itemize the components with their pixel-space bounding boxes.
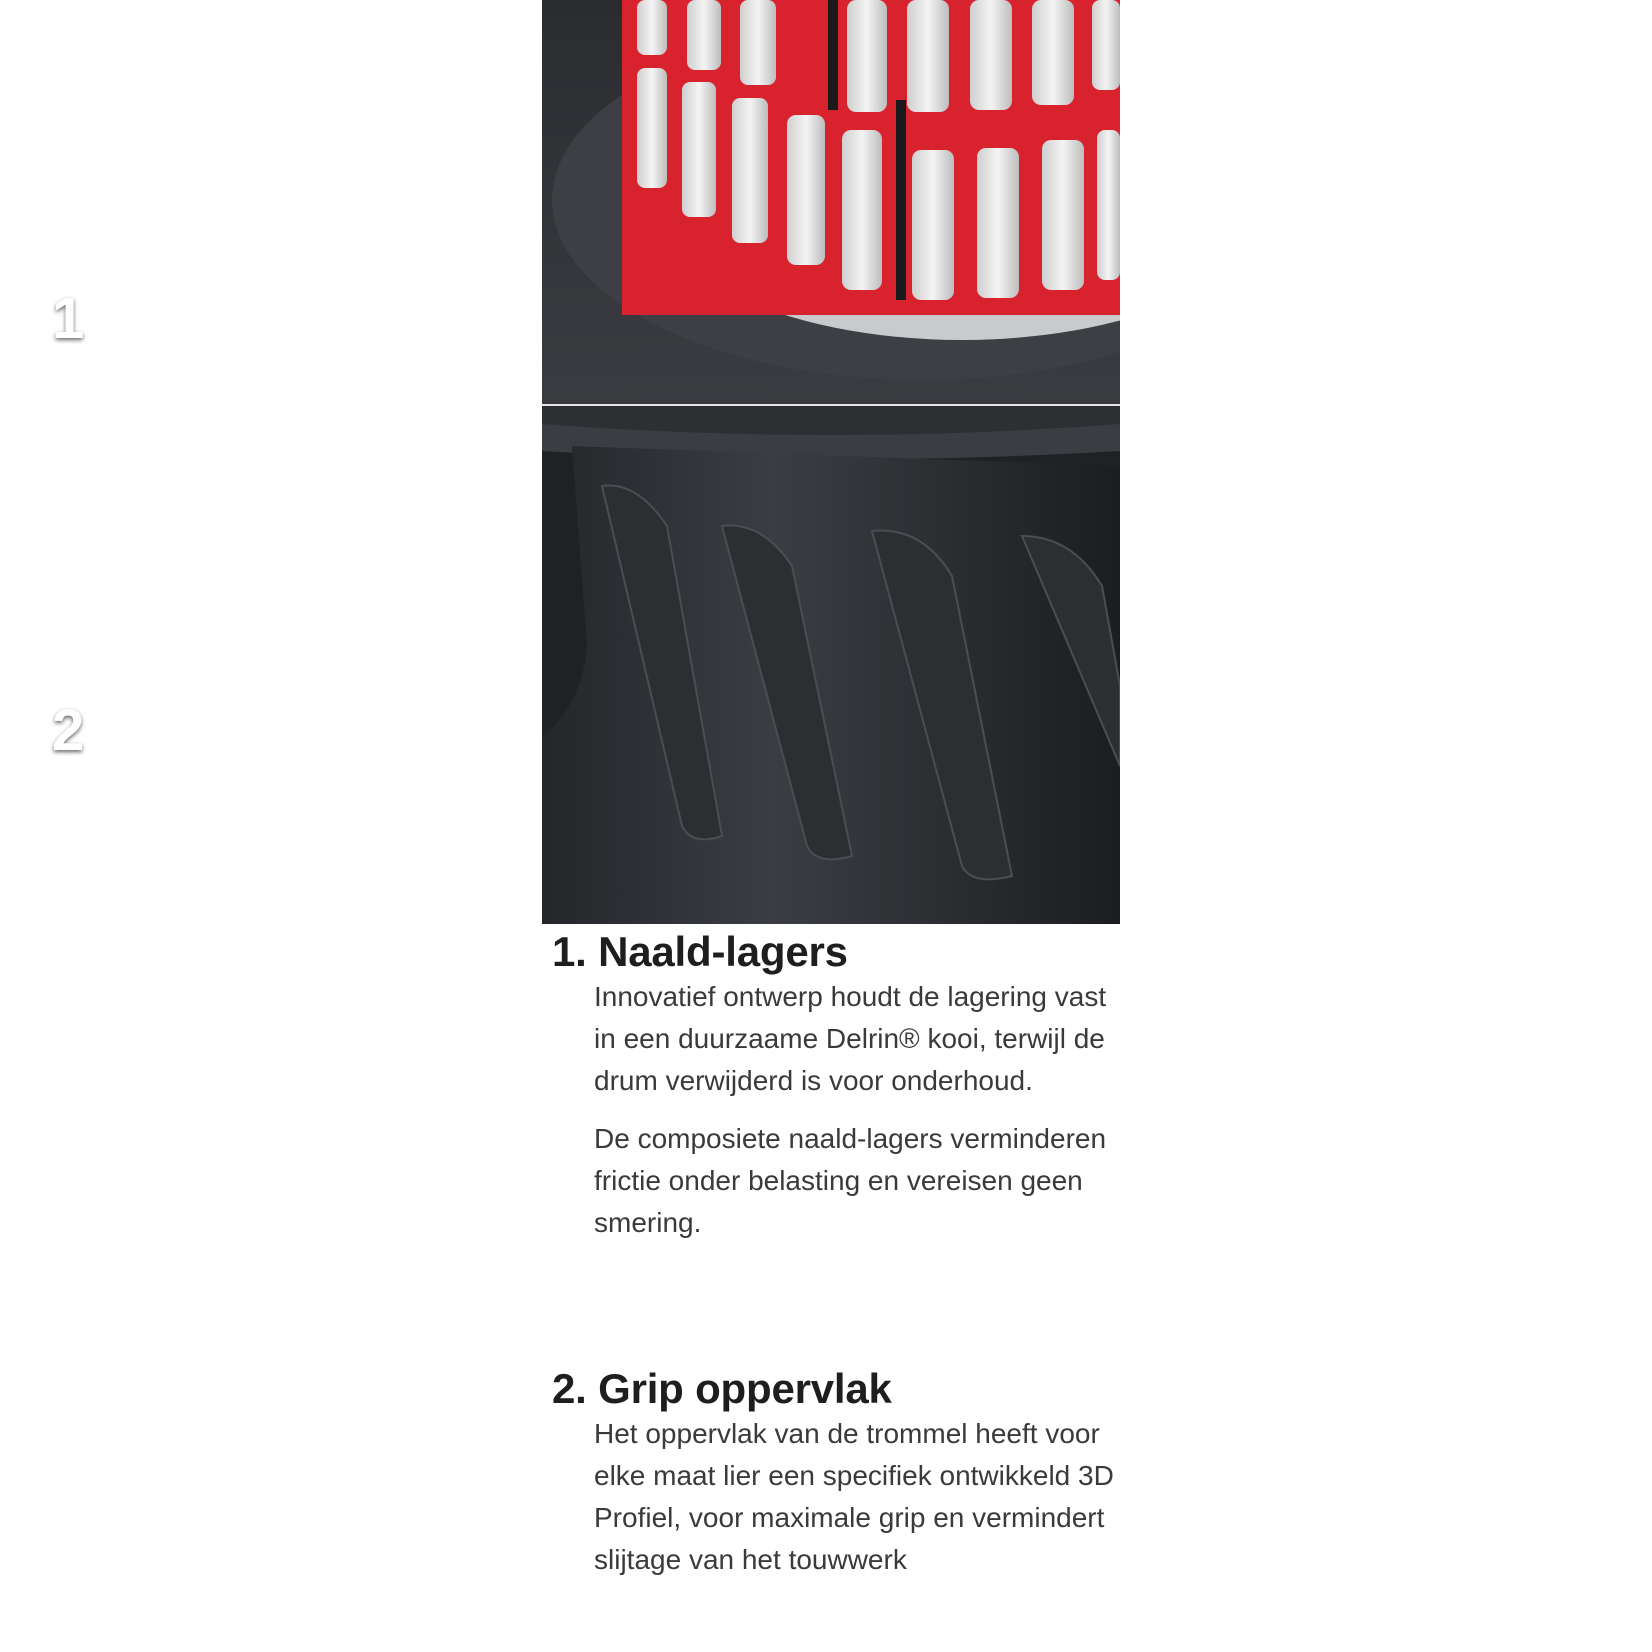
winch-drum-photo xyxy=(542,406,1120,924)
needle-bearing-photo xyxy=(542,0,1120,406)
winch-drum-illustration xyxy=(542,406,1120,924)
section-paragraph: De composiete naald-lagers verminderen frictie onder belasting en vereisen geen smering. xyxy=(594,1123,1107,1238)
needle-bearing-illustration xyxy=(542,0,1120,404)
section-needle-bearings xyxy=(542,928,1120,1244)
image-label-1: 1 xyxy=(52,286,85,351)
image-column xyxy=(542,0,1120,924)
image-label-2: 2 xyxy=(52,698,85,763)
section-paragraph: Het oppervlak van de trommel heeft voor elke maat lier een specifiek ontwikkeld 3D Profiel, voor maximale grip en vermindert slijtage van het touwwerk xyxy=(594,1418,1114,1575)
section-grip-surface xyxy=(542,1365,1120,1581)
section-heading: 1. Naald-lagers xyxy=(552,928,848,975)
section-paragraph: Innovatief ontwerp houdt de lagering vast in een duurzaame Delrin® kooi, terwijl de drum verwijderd is voor onderhoud. xyxy=(594,981,1107,1096)
section-heading: 2. Grip oppervlak xyxy=(552,1365,892,1412)
